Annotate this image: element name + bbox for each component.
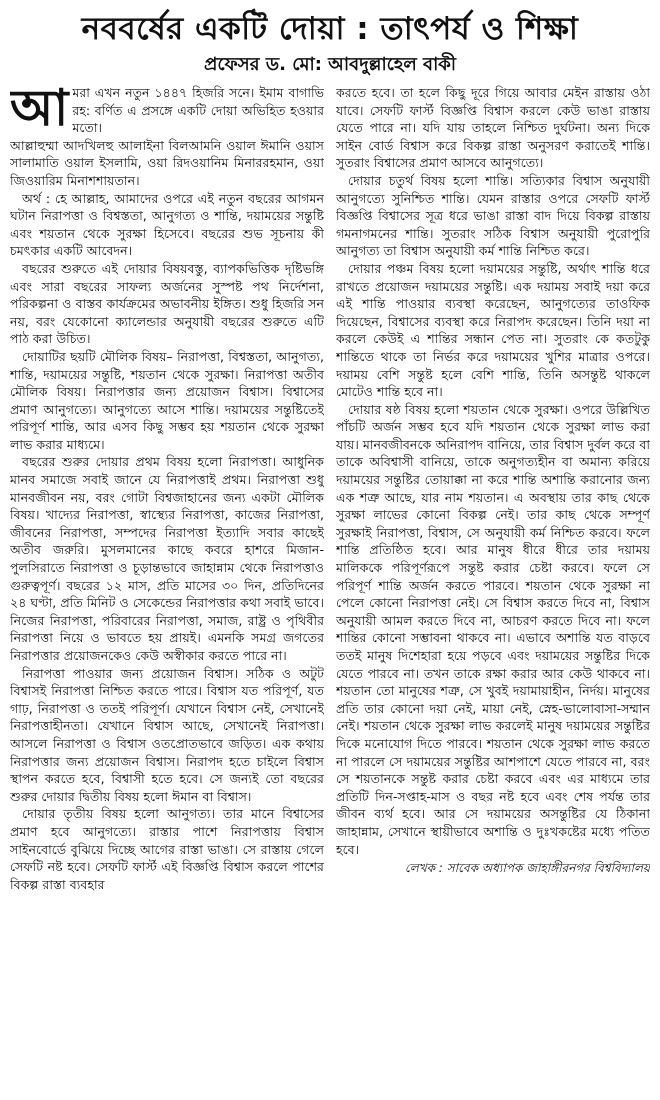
paragraph: দোয়ার তৃতীয় বিষয় হলো আনুগত্য। তার মানে বিশ্বাসের প্রমাণ হবে আনুগত্যে। রাস্তার পাশে নিরাপত্তায় বিশ্বাস সাইনবোর্ডে বুঝিয়ে দিচ্ছে আগের রাস্তা ভাঙা। সে রাস্তায় গেলে সেফটি নষ্ট হবে। সেফটি ফার্স্ট এই বিজ্ঞপ্তি বিশ্বাস করলে পাশের বিকল্প রাস্তা ব্যবহার [10, 806, 324, 892]
article-title: নববর্ষের একটি দোয়া : তাৎপর্য ও শিক্ষা [81, 11, 579, 47]
paragraph-dua-transliteration: আল্লাহুম্মা আদখিলহু আলাইনা বিলআমনি ওয়াল ঈমানি ওয়াস সালামাতি ওয়াল ইসলামি, ওয়া রিদওয়ানিম মিনাররহমান, ওয়া জিওয়ারিম মিনাশশায়তান। [10, 137, 324, 188]
author-byline: প্রফেসর ড. মো: আবদুল্লাহেল বাকী [203, 54, 457, 75]
left-column [10, 84, 324, 1094]
paragraph-intro: আমরা এখন নতুন ১৪৪৭ হিজরি সনে। ইমাম বাগাভি রহ: বর্ণিত এ প্রসঙ্গে একটি দোয়া অভিহিত হওয়ার মতো। [10, 84, 324, 137]
paragraph: বছরের শুরুতে এই দোয়ার বিষয়বস্তু, ব্যাপকভিত্তিক দৃষ্টিভঙ্গি এবং সারা বছরের সাফল্য অর্জনের সুস্পষ্ট পথ নির্দেশনা, পরিকল্পনা ও বাস্তব কার্যক্রমের অভাবনীয় ইঙ্গিত। শুধু হিজরি সন নয়, বরং যেকোনো ক্যালেন্ডার অনুযায়ী বছরের শুরুতে এটি পাঠ করা উচিত। [10, 260, 324, 347]
author-credit: লেখক : সাবেক অধ্যাপক জাহাঙ্গীরনগর বিশ্ববিদ্যালয় [404, 861, 650, 876]
paragraph: করতে হবে। তা হলে কিছু দূরে গিয়ে আবার মেইন রাস্তায় ওঠা যাবে। সেফটি ফার্স্ট বিজ্ঞপ্তি বিশ্বাস করলে কেউ ভাঙা রাস্তায় যেতে পারে না। যদি যায় তাহলে নিশ্চিত দুর্ঘটনা। অন্য দিকে সাইন বোর্ড বিশ্বাস করে বিকল্প রাস্তা অনুসরণ করাতেই শান্তি। সুতরাং বিশ্বাসের প্রমাণ আসবে আনুগত্যে। [336, 85, 650, 171]
paragraph-meaning: অর্থ : হে আল্লাহ, আমাদের ওপরে এই নতুন বছরের আগমন ঘটান নিরাপত্তা ও বিশ্বস্ততা, আনুগত্য ও শান্তি, দয়াময়ের সন্তুষ্টি এবং শয়তান থেকে সুরক্ষা হিসেবে। বছরের শুভ সূচনায় কী চমৎকার একটি আবেদন। [10, 190, 324, 259]
right-column [336, 84, 650, 1094]
drop-cap: আ [10, 84, 69, 137]
paragraph: নিরাপত্তা পাওয়ার জন্য প্রয়োজন বিশ্বাস। সঠিক ও অটুট বিশ্বাসই নিরাপত্তা নিশ্চিত করতে পারে। বিশ্বাস যত পরিপূর্ণ, যত গাঢ়, নিরাপত্তা ও ততই পরিপূর্ণ। যেখানে বিশ্বাস নেই, সেখানেই নিরাপত্তাহীনতা। যেখানে বিশ্বাস আছে, সেখানেই নিরাপত্তা। আসলে নিরাপত্তা ও বিশ্বাস ওতপ্রোতভাবে জড়িত। এক কথায় নিরাপত্তার জন্য প্রয়োজন বিশ্বাস। নিরাপদ হতে চাইলে বিশ্বাস স্থাপন করতে হবে, বিশ্বাসী হতে হবে। সে জন্যই তো বছরের শুরুর দোয়ার দ্বিতীয় বিষয় হলো ঈমান বা বিশ্বাস। [10, 665, 324, 804]
paragraph: দোয়ার ষষ্ঠ বিষয় হলো শয়তান থেকে সুরক্ষা। ওপরে উল্লিখিত পাঁচটি অর্জন সম্ভব হবে যদি শয়তান থেকে সুরক্ষা লাভ করা যায়। মানবজীবনকে অনিরাপদ বানিয়ে, তার বিশ্বাস দুর্বল করে বা তাকে অবিশ্বাসী বানিয়ে, তাকে অনুগত্যহীন বা অমান্য করিয়ে দয়াময়ের সন্তুষ্টির তোয়াক্কা না করে শান্তি অশান্তি করানোর জন্য এক শত্রু আছে, যার নাম শয়তান। এ অবস্থায় তার কাছ থেকে সুরক্ষা লাভের কোনো বিকল্প নেই। তার কাছ থেকে সম্পূর্ণ সুরক্ষাই নিরাপত্তা, বিশ্বাস, সে অনুযায়ী কর্ম নিশ্চিত করবে। ফলে শান্তি প্রতিষ্ঠিত হবে। আর মানুষ ধীরে ধীরে তার দয়াময় মালিককে পরিপূর্ণরূপে সন্তুষ্ট করার চেষ্টা করবে। ফলে সে পরিপূর্ণ শান্তি অর্জন করতে পারবে। শয়তান থেকে সুরক্ষা না পেলে কোনো নিরাপত্তা নেই। সে বিশ্বাস করতে দিবে না, বিশ্বাস অনুযায়ী আমল করতে দিবে না, আচরণ করতে দিবে না। ফলে শান্তির কোনো সম্ভাবনা থাকবে না। এভাবে অশান্তি যত বাড়বে ততই মানুষ দিশেহারা হয়ে পড়বে এবং দয়াময়ের সন্তুষ্টির দিকে যেতে পারবে না। তখন তাকে রক্ষা করার আর কেউ থাকবে না। শয়তান তো মানুষের শত্রু, সে খুবই দয়ামায়াহীন, নির্দয়। মানুষের প্রতি তার কোনো দয়া নেই, মায়া নেই, স্নেহ-ভালোবাসা-সম্মান নেই। শয়তান থেকে সুরক্ষা লাভ করলেই মানুষ দয়াময়ের সন্তুষ্টির দিকে মনোযোগ দিতে পারবে। শয়তান থেকে সুরক্ষা লাভ করতে না পারলে সে দয়াময়ের সন্তুষ্টির আশপাশে যেতে পারবে না, বরং সে শয়তানকে সন্তুষ্ট করার চেষ্টা করবে এবং এর মাধ্যমে তার প্রতিটি দিন-সপ্তাহ-মাস ও বছর নষ্ট হবে এবং শেষ পর্যন্ত তার জীবন ব্যর্থ হবে। আর সে দয়াময়ের অসন্তুষ্টির যে ঠিকানা জাহান্নাম, সেখানে স্থায়ীভাবে অশান্তি ও দুঃখকষ্টের মধ্যে পতিত হবে। [336, 401, 650, 857]
paragraph: দোয়াটির ছয়টি মৌলিক বিষয়– নিরাপত্তা, বিশ্বস্ততা, আনুগত্য, শান্তি, দয়াময়ের সন্তুষ্টি, শয়তান থেকে সুরক্ষা। নিরাপত্তা অতীব মৌলিক বিষয়। নিরাপত্তার জন্য প্রয়োজন বিশ্বাস। বিশ্বাসের প্রমাণ আনুগত্যে। আনুগত্যে আসে শান্তি। দয়াময়ের সন্তুষ্টিতেই পরিপূর্ণ শান্তি, আর এসব কিছু সম্ভব হয় শয়তান থেকে সুরক্ষা লাভ করার মাধ্যমে। [10, 348, 324, 452]
paragraph: বছরের শুরুর দোয়ার প্রথম বিষয় হলো নিরাপত্তা। আধুনিক মানব সমাজে সবাই জানে যে নিরাপত্তাই প্রথম। নিরাপত্তা শুধু মানবজীবন নয়, বরং গোটা বিশ্বজাহানের জন্য একটা মৌলিক বিষয়। খাদ্যের নিরাপত্তা, স্বাস্থ্যের নিরাপত্তা, কাজের নিরাপত্তা, জীবনের নিরাপত্তা, সম্পদের নিরাপত্তা ইত্যাদি সবার কাছেই অতীব জরুরি। মুসলমানের কাছে কবরে হাশরে মিজান-পুলসিরাতে নিরাপত্তা ও চূড়ান্তভাবে জাহান্নাম থেকে নিরাপত্তাও গুরুত্বপূর্ণ। বছরের ১২ মাস, প্রতি মাসের ৩০ দিন, প্রতিদিনের ২৪ ঘণ্টা, প্রতি মিনিট ও সেকেন্ডের নিরাপত্তার কথা সবাই ভাবে। নিজের নিরাপত্তা, পরিবারের নিরাপত্তা, সমাজ, রাষ্ট্র ও পৃথিবীর নিরাপত্তা নিয়ে ও ভাবতে হয় প্রায়ই। এমনকি সমগ্র জগতের নিরাপত্তার প্রয়োজনকেও কেউ অস্বীকার করতে পারে না। [10, 454, 324, 663]
article-body [10, 84, 650, 1094]
paragraph: দোয়ার পঞ্চম বিষয় হলো দয়াময়ের সন্তুষ্টি, অর্থাৎ শান্তি ধরে রাখতে প্রয়োজন দয়াময়ের সন্তুষ্টি। এক দয়াময় সবাই দয়া করে এই শান্তি পাওয়ার ব্যবস্থা করেছেন, আনুগত্যের তাওফিক দিয়েছেন, বিশ্বাসের ব্যবস্থা করে নিরাপদ করেছেন। তিনি দয়া না করলে কেউই এ শান্তির সন্ধান পেত না। সুতরাং কে কতটুকু শান্তিতে থাকে তা নির্ভর করে দয়াময়ের খুশির মাত্রার ওপরে। দয়াময় বেশি সন্তুষ্ট হলে বেশি শান্তি, তিনি অসন্তুষ্ট থাকলে মোটেও শান্তি হবে না। [336, 260, 650, 400]
paragraph: দোয়ার চতুর্থ বিষয় হলো শান্তি। সত্যিকার বিশ্বাস অনুযায়ী আনুগত্যে সুনিশ্চিত শান্তি। যেমন রাস্তার ওপরে সেফটি ফার্স্ট বিজ্ঞপ্তি বিশ্বাসের সূত্র ধরে ভাঙা রাস্তা বাদ দিয়ে বিকল্প রাস্তায় গমনাগমনের শান্তি। সুতরাং সঠিক বিশ্বাস অনুযায়ী পুরোপুরি আনুগত্য তা বিশ্বাস অনুযায়ী কর্ম শান্তি নিশ্চিত করে। [336, 172, 650, 259]
